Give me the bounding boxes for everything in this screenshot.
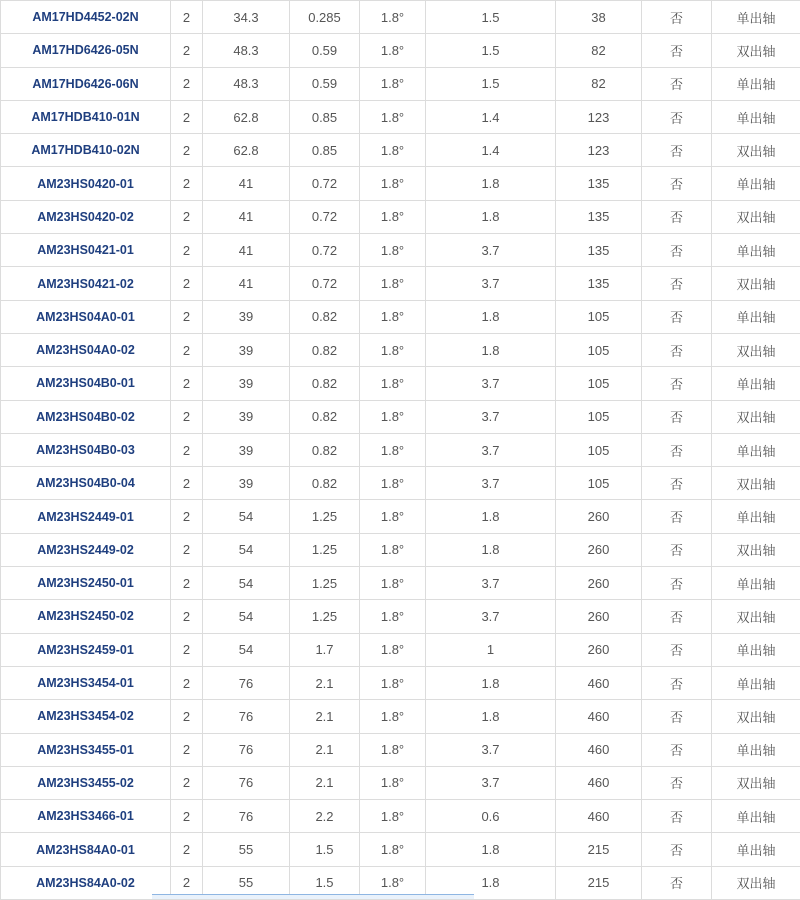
step-angle-cell: 1.8° [360,600,426,633]
step-angle-cell: 1.8° [360,100,426,133]
table-row [1,100,800,133]
current-cell: 1.8 [426,200,556,233]
shaft-cell: 单出轴 [712,67,800,100]
table-row [1,833,800,866]
model-cell [1,300,171,333]
model-cell [1,666,171,699]
step-angle-cell: 1.8° [360,567,426,600]
brake-cell: 否 [642,1,712,34]
weight-cell: 460 [556,800,642,833]
step-angle-cell: 1.8° [360,733,426,766]
length-cell: 39 [203,333,290,366]
brake-cell: 否 [642,533,712,566]
weight-cell: 105 [556,367,642,400]
model-link[interactable]: AM23HS2450-02 [37,609,134,623]
phase-cell: 2 [171,134,203,167]
length-cell: 39 [203,467,290,500]
weight-cell: 460 [556,733,642,766]
brake-cell: 否 [642,833,712,866]
table-row [1,267,800,300]
torque-cell: 1.25 [290,567,360,600]
current-cell: 1.5 [426,34,556,67]
torque-cell: 0.72 [290,267,360,300]
table-row [1,600,800,633]
phase-cell: 2 [171,300,203,333]
model-link[interactable]: AM23HS3454-02 [37,709,134,723]
current-cell: 3.7 [426,234,556,267]
table-row [1,800,800,833]
phase-cell: 2 [171,600,203,633]
current-cell: 1.8 [426,866,556,899]
weight-cell: 260 [556,600,642,633]
phase-cell: 2 [171,267,203,300]
current-cell: 3.7 [426,766,556,799]
weight-cell: 135 [556,200,642,233]
model-link[interactable]: AM23HS04B0-04 [36,476,135,490]
model-link[interactable]: AM23HS2449-01 [37,510,134,524]
length-cell: 34.3 [203,1,290,34]
phase-cell: 2 [171,200,203,233]
length-cell: 62.8 [203,134,290,167]
model-link[interactable]: AM17HD6426-06N [32,77,138,91]
length-cell: 41 [203,200,290,233]
brake-cell: 否 [642,800,712,833]
torque-cell: 2.1 [290,700,360,733]
model-link[interactable]: AM23HS04B0-03 [36,443,135,457]
model-cell [1,700,171,733]
brake-cell: 否 [642,400,712,433]
torque-cell: 0.82 [290,333,360,366]
model-cell [1,100,171,133]
model-cell [1,733,171,766]
brake-cell: 否 [642,866,712,899]
torque-cell: 0.59 [290,34,360,67]
torque-cell: 0.72 [290,200,360,233]
step-angle-cell: 1.8° [360,433,426,466]
phase-cell: 2 [171,67,203,100]
model-link[interactable]: AM17HD4452-02N [32,10,138,24]
brake-cell: 否 [642,200,712,233]
weight-cell: 123 [556,100,642,133]
brake-cell: 否 [642,433,712,466]
model-link[interactable]: AM23HS04A0-02 [36,343,135,357]
brake-cell: 否 [642,67,712,100]
current-cell: 1.4 [426,134,556,167]
model-cell [1,866,171,899]
length-cell: 76 [203,666,290,699]
torque-cell: 0.85 [290,100,360,133]
current-cell: 3.7 [426,267,556,300]
length-cell: 39 [203,367,290,400]
table-row [1,766,800,799]
model-link[interactable]: AM23HS0421-02 [37,277,134,291]
table-body [1,1,800,900]
shaft-cell: 双出轴 [712,134,800,167]
shaft-cell: 双出轴 [712,467,800,500]
brake-cell: 否 [642,733,712,766]
length-cell: 76 [203,800,290,833]
length-cell: 54 [203,533,290,566]
phase-cell: 2 [171,234,203,267]
shaft-cell: 单出轴 [712,633,800,666]
length-cell: 39 [203,400,290,433]
phase-cell: 2 [171,34,203,67]
table-row [1,467,800,500]
step-angle-cell: 1.8° [360,167,426,200]
model-link[interactable]: AM23HS04B0-01 [36,376,135,390]
torque-cell: 2.1 [290,733,360,766]
step-angle-cell: 1.8° [360,833,426,866]
shaft-cell: 单出轴 [712,234,800,267]
step-angle-cell: 1.8° [360,633,426,666]
shaft-cell: 单出轴 [712,800,800,833]
length-cell: 54 [203,600,290,633]
brake-cell: 否 [642,467,712,500]
step-angle-cell: 1.8° [360,866,426,899]
model-cell [1,267,171,300]
current-cell: 1.8 [426,666,556,699]
weight-cell: 135 [556,267,642,300]
length-cell: 48.3 [203,34,290,67]
step-angle-cell: 1.8° [360,67,426,100]
phase-cell: 2 [171,700,203,733]
weight-cell: 82 [556,67,642,100]
length-cell: 39 [203,300,290,333]
model-link[interactable]: AM17HDB410-02N [31,143,139,157]
phase-cell: 2 [171,800,203,833]
weight-cell: 105 [556,333,642,366]
shaft-cell: 单出轴 [712,833,800,866]
model-link[interactable]: AM23HS0421-01 [37,243,134,257]
length-cell: 55 [203,866,290,899]
model-link[interactable]: AM23HS0420-01 [37,177,134,191]
torque-cell: 0.59 [290,67,360,100]
shaft-cell: 双出轴 [712,200,800,233]
phase-cell: 2 [171,733,203,766]
model-link[interactable]: AM23HS04B0-02 [36,410,135,424]
torque-cell: 1.5 [290,866,360,899]
model-cell [1,600,171,633]
table-row [1,367,800,400]
current-cell: 3.7 [426,567,556,600]
current-cell: 3.7 [426,433,556,466]
current-cell: 3.7 [426,400,556,433]
brake-cell: 否 [642,167,712,200]
step-angle-cell: 1.8° [360,666,426,699]
model-link[interactable]: AM23HS2459-01 [37,643,134,657]
phase-cell: 2 [171,467,203,500]
model-link[interactable]: AM23HS3455-01 [37,743,134,757]
model-cell [1,200,171,233]
torque-cell: 1.5 [290,833,360,866]
phase-cell: 2 [171,866,203,899]
model-cell [1,67,171,100]
brake-cell: 否 [642,300,712,333]
phase-cell: 2 [171,433,203,466]
shaft-cell: 单出轴 [712,500,800,533]
shaft-cell: 单出轴 [712,300,800,333]
step-angle-cell: 1.8° [360,234,426,267]
model-link[interactable]: AM23HS0420-02 [37,210,134,224]
weight-cell: 123 [556,134,642,167]
phase-cell: 2 [171,833,203,866]
torque-cell: 0.85 [290,134,360,167]
weight-cell: 105 [556,467,642,500]
model-cell [1,367,171,400]
torque-cell: 0.285 [290,1,360,34]
brake-cell: 否 [642,600,712,633]
weight-cell: 105 [556,300,642,333]
torque-cell: 0.82 [290,433,360,466]
length-cell: 54 [203,500,290,533]
current-cell: 1.8 [426,833,556,866]
table-row [1,333,800,366]
weight-cell: 38 [556,1,642,34]
table-row [1,633,800,666]
phase-cell: 2 [171,400,203,433]
torque-cell: 1.25 [290,500,360,533]
model-cell [1,134,171,167]
step-angle-cell: 1.8° [360,200,426,233]
step-angle-cell: 1.8° [360,300,426,333]
shaft-cell: 双出轴 [712,866,800,899]
step-angle-cell: 1.8° [360,700,426,733]
current-cell: 1.4 [426,100,556,133]
current-cell: 1.5 [426,1,556,34]
length-cell: 62.8 [203,100,290,133]
weight-cell: 82 [556,34,642,67]
model-cell [1,433,171,466]
length-cell: 55 [203,833,290,866]
model-cell [1,467,171,500]
phase-cell: 2 [171,533,203,566]
brake-cell: 否 [642,333,712,366]
length-cell: 41 [203,234,290,267]
shaft-cell: 双出轴 [712,333,800,366]
model-link[interactable]: AM23HS04A0-01 [36,310,135,324]
model-link[interactable]: AM17HD6426-05N [32,43,138,57]
phase-cell: 2 [171,666,203,699]
table-row [1,666,800,699]
table-row [1,34,800,67]
table-row [1,200,800,233]
model-cell [1,400,171,433]
table-row [1,500,800,533]
shaft-cell: 单出轴 [712,167,800,200]
table-row [1,733,800,766]
phase-cell: 2 [171,567,203,600]
weight-cell: 215 [556,833,642,866]
length-cell: 41 [203,267,290,300]
weight-cell: 105 [556,433,642,466]
shaft-cell: 单出轴 [712,100,800,133]
table-row [1,134,800,167]
torque-cell: 1.25 [290,600,360,633]
table-row [1,533,800,566]
model-link[interactable]: AM23HS3466-01 [37,809,134,823]
current-cell: 0.6 [426,800,556,833]
model-link[interactable]: AM23HS2450-01 [37,576,134,590]
model-cell [1,533,171,566]
weight-cell: 460 [556,766,642,799]
weight-cell: 215 [556,866,642,899]
phase-cell: 2 [171,1,203,34]
weight-cell: 260 [556,500,642,533]
torque-cell: 1.7 [290,633,360,666]
torque-cell: 0.72 [290,167,360,200]
torque-cell: 0.72 [290,234,360,267]
model-cell [1,800,171,833]
brake-cell: 否 [642,633,712,666]
current-cell: 3.7 [426,367,556,400]
model-link[interactable]: AM23HS3455-02 [37,776,134,790]
length-cell: 48.3 [203,67,290,100]
step-angle-cell: 1.8° [360,533,426,566]
model-cell [1,1,171,34]
model-link[interactable]: AM17HDB410-01N [31,110,139,124]
brake-cell: 否 [642,34,712,67]
phase-cell: 2 [171,333,203,366]
shaft-cell: 双出轴 [712,400,800,433]
length-cell: 54 [203,633,290,666]
table-row [1,1,800,34]
phase-cell: 2 [171,500,203,533]
torque-cell: 0.82 [290,467,360,500]
torque-cell: 1.25 [290,533,360,566]
phase-cell: 2 [171,766,203,799]
weight-cell: 135 [556,167,642,200]
shaft-cell: 双出轴 [712,600,800,633]
table-row [1,234,800,267]
current-cell: 3.7 [426,733,556,766]
horizontal-scrollbar[interactable] [152,894,474,899]
table-row [1,567,800,600]
brake-cell: 否 [642,134,712,167]
shaft-cell: 单出轴 [712,1,800,34]
weight-cell: 460 [556,700,642,733]
brake-cell: 否 [642,567,712,600]
current-cell: 3.7 [426,467,556,500]
shaft-cell: 双出轴 [712,34,800,67]
shaft-cell: 双出轴 [712,766,800,799]
model-link[interactable]: AM23HS2449-02 [37,543,134,557]
brake-cell: 否 [642,666,712,699]
step-angle-cell: 1.8° [360,467,426,500]
length-cell: 76 [203,700,290,733]
model-link[interactable]: AM23HS3454-01 [37,676,134,690]
current-cell: 3.7 [426,600,556,633]
weight-cell: 105 [556,400,642,433]
length-cell: 39 [203,433,290,466]
model-cell [1,567,171,600]
shaft-cell: 双出轴 [712,700,800,733]
step-angle-cell: 1.8° [360,500,426,533]
torque-cell: 0.82 [290,300,360,333]
model-cell [1,500,171,533]
phase-cell: 2 [171,167,203,200]
step-angle-cell: 1.8° [360,800,426,833]
shaft-cell: 单出轴 [712,666,800,699]
current-cell: 1.8 [426,167,556,200]
model-cell [1,333,171,366]
shaft-cell: 单出轴 [712,567,800,600]
brake-cell: 否 [642,766,712,799]
weight-cell: 135 [556,234,642,267]
model-cell [1,167,171,200]
shaft-cell: 单出轴 [712,433,800,466]
table-row [1,67,800,100]
step-angle-cell: 1.8° [360,766,426,799]
step-angle-cell: 1.8° [360,134,426,167]
table-row [1,433,800,466]
current-cell: 1.8 [426,533,556,566]
model-cell [1,234,171,267]
step-angle-cell: 1.8° [360,1,426,34]
model-link[interactable]: AM23HS84A0-01 [36,843,135,857]
step-angle-cell: 1.8° [360,400,426,433]
current-cell: 1.8 [426,700,556,733]
current-cell: 1.5 [426,67,556,100]
brake-cell: 否 [642,700,712,733]
step-angle-cell: 1.8° [360,367,426,400]
model-cell [1,766,171,799]
phase-cell: 2 [171,633,203,666]
table-row [1,700,800,733]
model-cell [1,34,171,67]
weight-cell: 460 [556,666,642,699]
current-cell: 1.8 [426,300,556,333]
model-link[interactable]: AM23HS84A0-02 [36,876,135,890]
current-cell: 1.8 [426,333,556,366]
step-angle-cell: 1.8° [360,34,426,67]
length-cell: 54 [203,567,290,600]
weight-cell: 260 [556,533,642,566]
model-cell [1,633,171,666]
weight-cell: 260 [556,633,642,666]
torque-cell: 0.82 [290,400,360,433]
torque-cell: 2.2 [290,800,360,833]
shaft-cell: 双出轴 [712,533,800,566]
table-row [1,167,800,200]
shaft-cell: 单出轴 [712,367,800,400]
shaft-cell: 双出轴 [712,267,800,300]
length-cell: 76 [203,733,290,766]
shaft-cell: 单出轴 [712,733,800,766]
brake-cell: 否 [642,500,712,533]
torque-cell: 2.1 [290,666,360,699]
current-cell: 1 [426,633,556,666]
table-row [1,400,800,433]
current-cell: 1.8 [426,500,556,533]
step-angle-cell: 1.8° [360,333,426,366]
model-cell [1,833,171,866]
torque-cell: 2.1 [290,766,360,799]
brake-cell: 否 [642,234,712,267]
brake-cell: 否 [642,267,712,300]
length-cell: 76 [203,766,290,799]
brake-cell: 否 [642,100,712,133]
step-angle-cell: 1.8° [360,267,426,300]
phase-cell: 2 [171,367,203,400]
weight-cell: 260 [556,567,642,600]
table-row [1,300,800,333]
torque-cell: 0.82 [290,367,360,400]
brake-cell: 否 [642,367,712,400]
length-cell: 41 [203,167,290,200]
phase-cell: 2 [171,100,203,133]
